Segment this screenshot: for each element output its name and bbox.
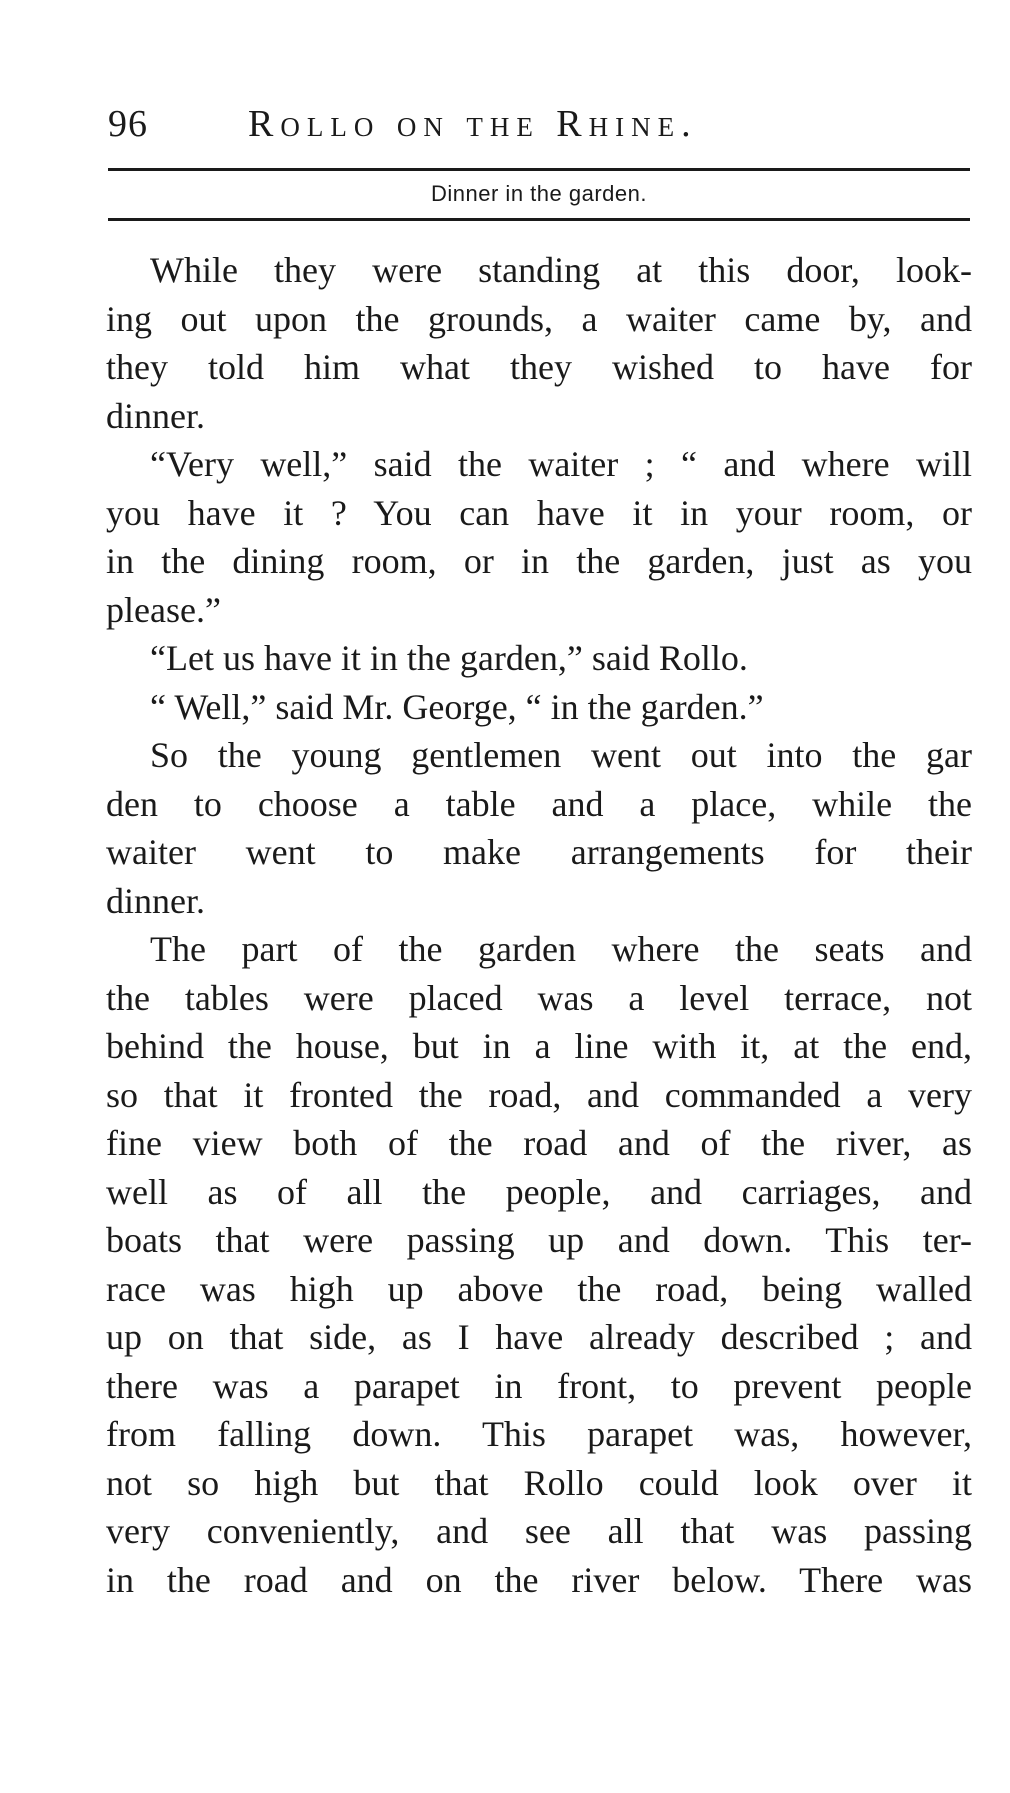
section-subheading: Dinner in the garden. [431, 181, 647, 206]
text-line: den to choose a table and a place, while the [106, 783, 972, 824]
text-line: So the young gentlemen went out into the gar [150, 735, 972, 775]
text-line: “ Well,” said Mr. George, “ in the garden.” [150, 686, 764, 727]
text-line: from falling down. This parapet was, however, [106, 1414, 972, 1454]
text-line: in the dining room, or in the garden, just as you [106, 541, 972, 581]
text-line: waiter went to make arrangements for their [106, 832, 972, 872]
text-line: While they were standing at this door, look- [150, 250, 972, 290]
text-line: the tables were placed was a level terrace, not [106, 977, 972, 1018]
text-line: not so high but that Rollo could look over it [106, 1462, 972, 1503]
text-line: boats that were passing up and down. This ter- [106, 1220, 972, 1260]
text-line: they told him what they wished to have for [106, 347, 972, 387]
body-text [106, 246, 972, 1604]
text-line: dinner. [106, 395, 205, 436]
text-line: behind the house, but in a line with it, at the end, [106, 1026, 972, 1066]
page-number: 96 [108, 103, 148, 145]
running-title: Rollo on the Rhine. [248, 103, 698, 145]
text-line: well as of all the people, and carriages, and [106, 1171, 972, 1212]
text-line: race was high up above the road, being walled [106, 1268, 972, 1309]
page-header [108, 98, 970, 150]
text-line: you have it ? You can have it in your room, or [106, 492, 972, 533]
text-line: there was a parapet in front, to prevent people [106, 1365, 972, 1406]
text-line: ing out upon the grounds, a waiter came by, and [106, 298, 972, 339]
text-line: very conveniently, and see all that was passing [106, 1511, 972, 1551]
text-line: “Let us have it in the garden,” said Rollo. [150, 638, 748, 678]
text-line: dinner. [106, 880, 205, 921]
text-line: in the road and on the river below. There was [106, 1559, 972, 1600]
text-line: The part of the garden where the seats and [150, 929, 972, 969]
text-line: so that it fronted the road, and commanded a very [106, 1074, 972, 1115]
text-line: up on that side, as I have already described ; and [106, 1317, 972, 1357]
header-rule-top [108, 168, 970, 171]
text-line: fine view both of the road and of the river, as [106, 1123, 972, 1163]
text-line: please.” [106, 589, 221, 630]
header-rule-bottom [108, 218, 970, 221]
text-line: “Very well,” said the waiter ; “ and where will [150, 444, 972, 484]
